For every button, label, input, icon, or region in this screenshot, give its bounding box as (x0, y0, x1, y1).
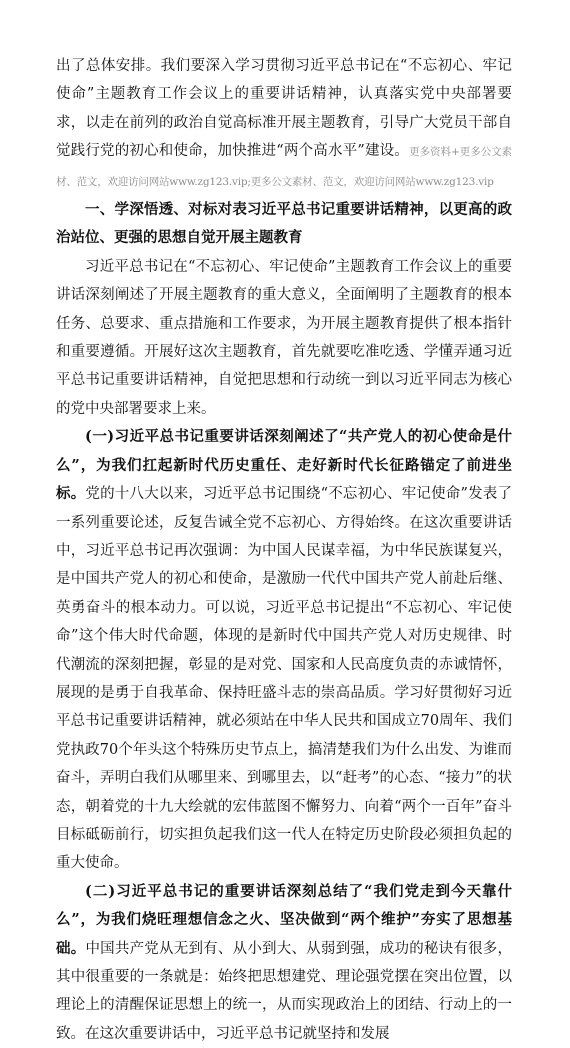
paragraph-text: 中国共产党从无到有、从小到大、从弱到强，成功的秘诀有很多，其中很重要的一条就是：始终把思想建党、理论强党摆在突出位置，以理论上的清醒保证思想上的统一，从而实现政治上的团结、行动上的一致。在这次重要讲话中，习近平总书记就坚持和发展 (56, 940, 513, 1042)
paragraph-intro (56, 52, 512, 196)
paragraph-text: 党的十八大以来，习近平总书记围绕“不忘初心、牢记使命”发表了一系列重要论述，反复告诫全党不忘初心、方得始终。在这次重要讲话中，习近平总书记再次强调：为中国人民谋幸福，为中华民族谋复兴，是中国共产党人的初心和使命，是激励一代代中国共产党人前赴后继、英勇奋斗的根本动力。可以说，习近平总书记提出“不忘初心、牢记使命”这个伟大时代命题，体现的是新时代中国共产党人对历史规律、时代潮流的深刻把握，彰显的是对党、国家和人民高度负责的赤诚情怀，展现的是勇于自我革命、保持旺盛斗志的崇高品质。学习好贯彻好习近平总书记重要讲话精神，就必须站在中华人民共和国成立70周年、我们党执政70个年头这个特殊历史节点上，搞清楚我们为什么出发、为谁而奋斗，弄明白我们从哪里来、到哪里去，以“赶考”的心态、“接力”的状态，朝着党的十九大绘就的宏伟蓝图不懈努力、向着“两个一百年”奋斗目标砥砺前行，切实担负起我们这一代人在特定历史阶段必须担负起的重大使命。 (56, 486, 513, 872)
subsection-lead: (二)习近平总书记的重要讲话深刻总结了“我们党走到今天靠什么”，为我们烧旺理想信念之火、坚决做到“两个维护”夯实了思想基础。 (56, 882, 512, 957)
paragraph-body: 习近平总书记在“不忘初心、牢记使命”主题教育工作会议上的重要讲话深刻阐述了开展主题教育的重大意义，全面阐明了主题教育的根本任务、总要求、重点措施和工作要求，为开展主题教育提供了根本指针和重要遵循。开展好这次主题教育，首先就要吃准吃透、学懂弄通习近平总书记重要讲话精神，自觉把思想和行动统一到以习近平同志为核心的党中央部署要求上来。 (56, 258, 512, 417)
website-ad-note: 更多资料+更多公文素材、范文，欢迎访问网站www.zg123.vip;更多公文素材、范文，欢迎访问网站www.zg123.vip (56, 146, 512, 188)
paragraph-subsection-2 (56, 878, 512, 1048)
subsection-lead: (一)习近平总书记重要讲话深刻阐述了“共产党人的初心使命是什么”，为我们扛起新时代历史重任、走好新时代长征路锚定了前进坐标。 (56, 428, 512, 503)
section-heading: 一、学深悟透、对标对表习近平总书记重要讲话精神，以更高的政治站位、更强的思想自觉开展主题教育 (56, 201, 512, 247)
paragraph-text: 出了总体安排。我们要深入学习贯彻习近平总书记在“不忘初心、牢记使命”主题教育工作会议上的重要讲话精神，认真落实党中央部署要求，以走在前列的政治自觉高标准开展主题教育，引导广大党员干部自觉践行党的初心和使命，加快推进“两个高水平”建设。 (56, 58, 512, 160)
paragraph-subsection-1 (56, 423, 512, 878)
